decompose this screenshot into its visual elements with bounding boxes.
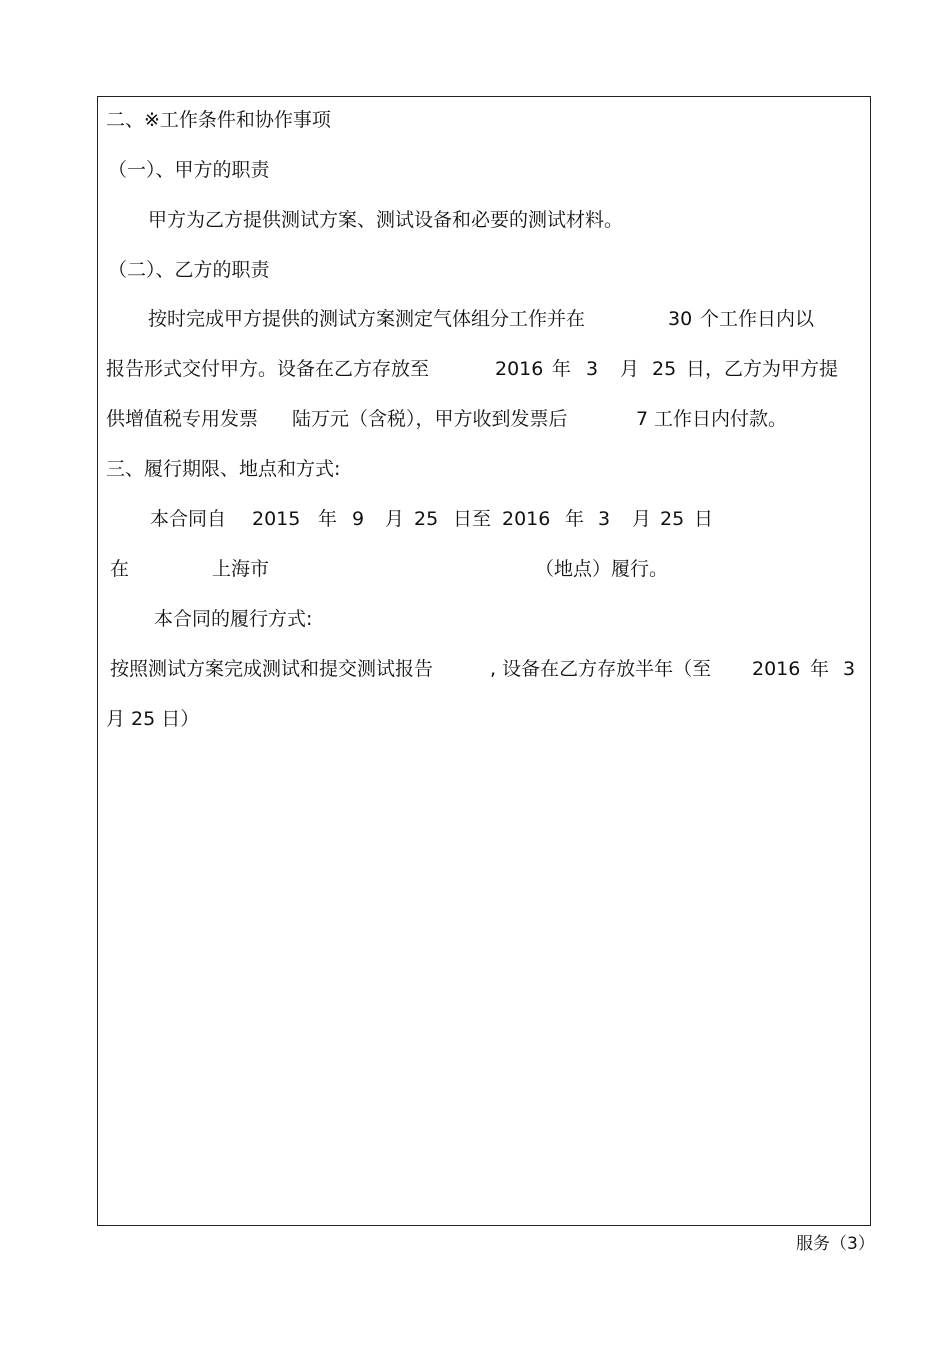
- storage-year: 2016: [495, 358, 544, 380]
- method-year: 2016: [752, 658, 801, 680]
- term-prefix: 本合同自: [150, 508, 227, 530]
- section-2-1-body: 甲方为乙方提供测试方案、测试设备和必要的测试材料。: [148, 209, 624, 231]
- term-start-year: 2015: [252, 508, 301, 530]
- term-end-year: 2016: [502, 508, 551, 530]
- work-days-value: 30: [668, 308, 693, 330]
- storage-nian: 年: [552, 358, 572, 380]
- section-3-title: 三、履行期限、地点和方式:: [106, 458, 341, 480]
- storage-yue: 月: [620, 358, 640, 380]
- section-2-title: 二、※工作条件和协作事项: [106, 109, 331, 131]
- page-footer-label: 服务（3）: [796, 1234, 875, 1254]
- section-2-2-line1-end: 个工作日内以: [700, 308, 815, 330]
- section-2-2-line3-end: 工作日内付款。: [654, 408, 788, 430]
- section-2-1-title: （一）、甲方的职责: [108, 159, 270, 181]
- term-start-yue: 月: [385, 508, 405, 530]
- term-start-month: 9: [352, 508, 365, 530]
- term-mid: 日至: [453, 508, 492, 530]
- term-end-yue: 月: [632, 508, 652, 530]
- section-2-2-line2-end: 日，乙方为甲方提: [686, 358, 839, 380]
- method-month: 3: [843, 658, 856, 680]
- place-suffix: （地点）履行。: [535, 558, 669, 580]
- storage-day: 25: [652, 358, 677, 380]
- term-end-day: 25: [660, 508, 685, 530]
- method-nian: 年: [810, 658, 830, 680]
- method-line1: 按照测试方案完成测试和提交测试报告: [110, 658, 434, 680]
- payment-days-value: 7: [636, 408, 649, 430]
- term-end-month: 3: [598, 508, 611, 530]
- term-start-nian: 年: [318, 508, 338, 530]
- section-2-2-title: （二）、乙方的职责: [108, 259, 270, 281]
- storage-month: 3: [586, 358, 599, 380]
- section-2-2-line1: 按时完成甲方提供的测试方案测定气体组分工作并在: [148, 308, 586, 330]
- method-title: 本合同的履行方式:: [154, 608, 313, 630]
- term-start-day: 25: [414, 508, 439, 530]
- method-line1-b: , 设备在乙方存放半年（至: [490, 658, 712, 680]
- method-line2: 月 25 日）: [106, 708, 200, 730]
- place-prefix: 在: [110, 558, 130, 580]
- term-end-nian: 年: [565, 508, 585, 530]
- term-end-ri: 日: [694, 508, 714, 530]
- place-value: 上海市: [212, 558, 270, 580]
- section-2-2-line3: 供增值税专用发票: [106, 408, 259, 430]
- invoice-amount: 陆万元（含税），甲方收到发票后: [292, 408, 568, 430]
- section-2-2-line2: 报告形式交付甲方。设备在乙方存放至: [106, 358, 430, 380]
